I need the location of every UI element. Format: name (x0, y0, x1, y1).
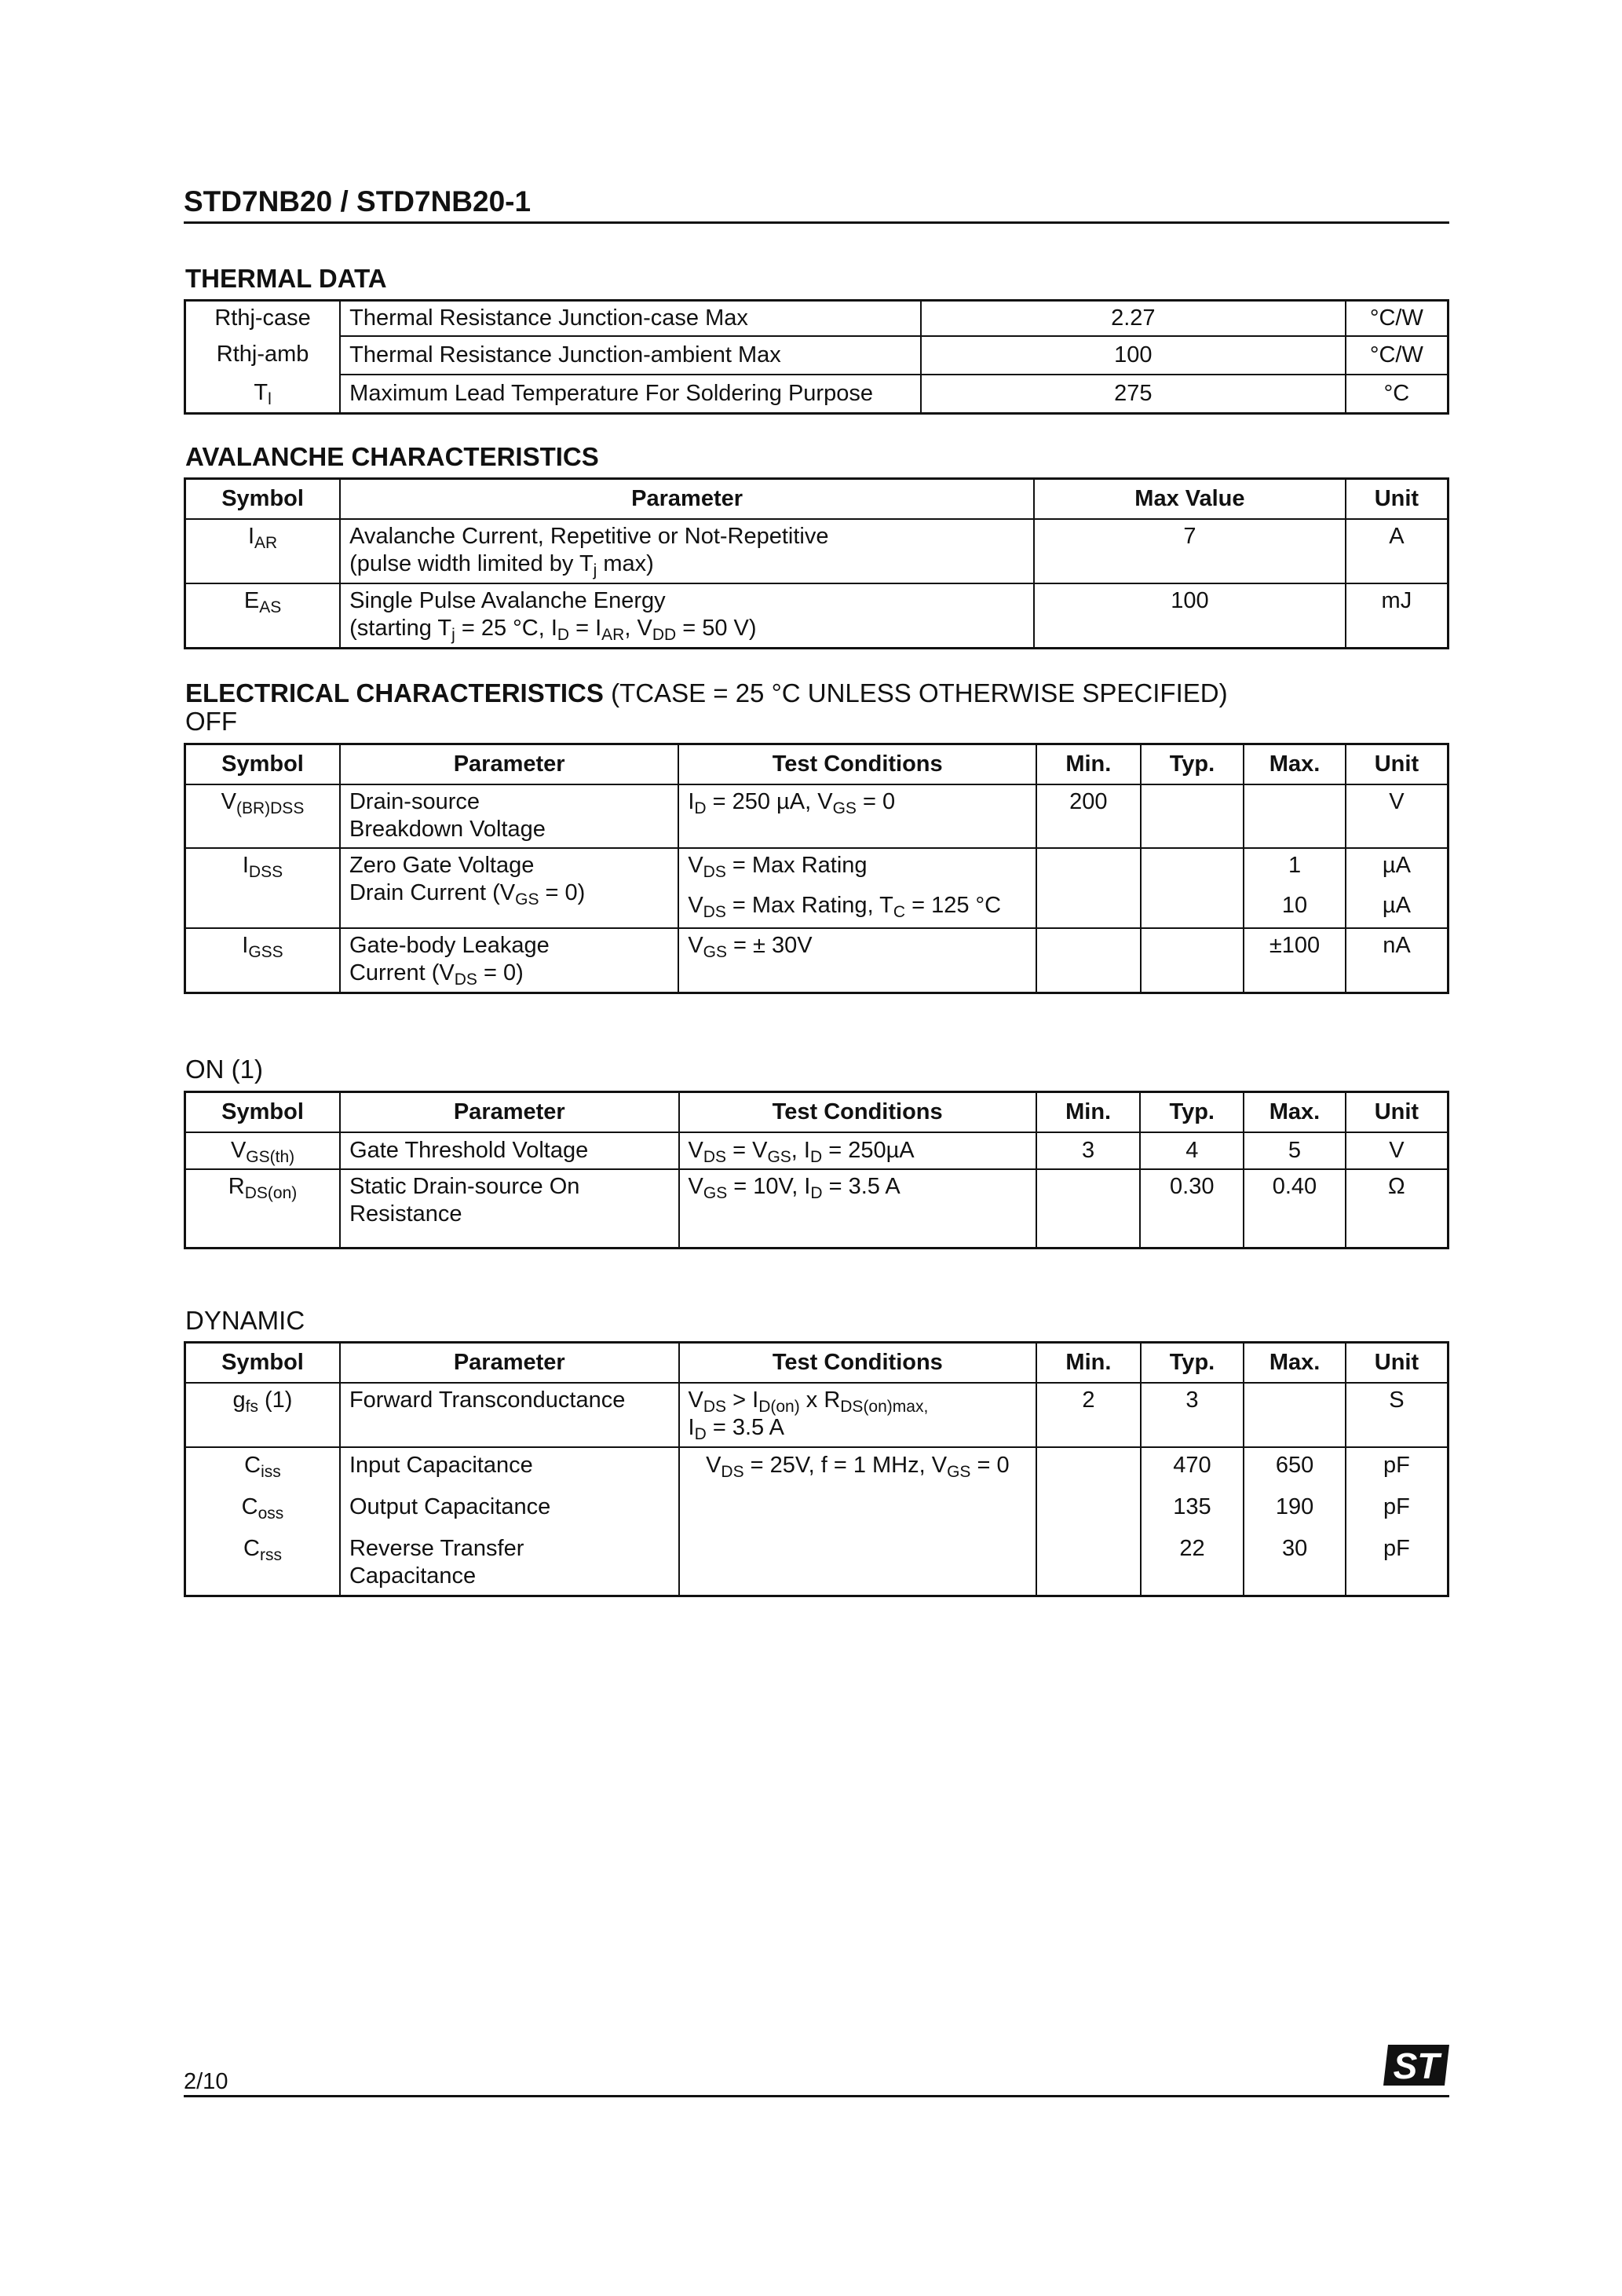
table-row: $I_{AR}$ Avalanche Current, Repetitive or Not-Repetitive (pulse width limited by $T_j$ max) 7 A (185, 519, 1448, 583)
table-row: $V_{(BR)DSS}$ Drain-source Breakdown Voltage $I_D = 250$ µA, $V_{GS} = 0$ 200 V (185, 784, 1448, 848)
table-row: $I_{DSS}$ Zero Gate Voltage Drain Current $(V_{GS} = 0)$ $V_{DS}$ = Max Rating $V_{DS}$ = Max Rating, $T_C = 125$ °C 1 10 µA µA (185, 848, 1448, 928)
thermal-section-title: THERMAL DATA (185, 264, 387, 293)
off-table (184, 743, 1449, 994)
table-row: Rthj-amb Thermal Resistance Junction-ambient Max 100 °C/W (185, 336, 1448, 375)
table-row: $C_{iss}$ $C_{oss}$ $C_{rss}$ Input Capacitance Output Capacitance Reverse Transfer Capacitance $V_{DS} = 25V$, f = 1 MHz, $V_{GS} = 0$ 470 135 22 650 190 30 pF pF pF (185, 1447, 1448, 1596)
table-header-row: Symbol Parameter Test Conditions Min. Typ. Max. Unit (185, 1092, 1448, 1133)
table-row: $I_{GSS}$ Gate-body Leakage Current $(V_{DS} = 0)$ $V_{GS}$ = ± 30V ±100 nA (185, 928, 1448, 993)
document-title: STD7NB20 / STD7NB20-1 (184, 185, 532, 218)
st-logo-icon (1382, 2042, 1451, 2089)
dynamic-label: DYNAMIC (185, 1306, 305, 1335)
avalanche-table (184, 477, 1449, 649)
off-label: OFF (185, 707, 237, 736)
table-row: $E_{AS}$ Single Pulse Avalanche Energy (starting $T_j = 25$ °C, $I_D = I_{AR}$, $V_{DD} = 50$ V) 100 mJ (185, 583, 1448, 649)
footer-rule (184, 2095, 1449, 2097)
table-row: Rthj-case Thermal Resistance Junction-case Max 2.27 °C/W (185, 301, 1448, 337)
table-header-row: Symbol Parameter Max Value Unit (185, 479, 1448, 520)
svg-text:ST: ST (1393, 2046, 1440, 2086)
page-number: 2/10 (184, 2069, 228, 2094)
electrical-section-title: ELECTRICAL CHARACTERISTICS (TCASE = 25 °C UNLESS OTHERWISE SPECIFIED) (185, 678, 1228, 707)
table-header-row: Symbol Parameter Test Conditions Min. Typ. Max. Unit (185, 744, 1448, 785)
table-row: $T_l$ Maximum Lead Temperature For Soldering Purpose 275 °C (185, 375, 1448, 414)
on-label: ON (1) (185, 1055, 263, 1084)
header-rule (184, 221, 1449, 224)
avalanche-section-title: AVALANCHE CHARACTERISTICS (185, 442, 599, 471)
dynamic-table (184, 1341, 1449, 1597)
thermal-table (184, 299, 1449, 415)
on-table (184, 1091, 1449, 1249)
table-header-row: Symbol Parameter Test Conditions Min. Typ. Max. Unit (185, 1343, 1448, 1384)
table-row: $g_{fs}$ (1) Forward Transconductance $V_{DS} > I_{D(on)}$ x $R_{DS(on)max,}$ $I_D = 3.5$ A 2 3 S (185, 1383, 1448, 1447)
table-row: $R_{DS(on)}$ Static Drain-source On Resistance $V_{GS} = 10V$, $I_D = 3.5$ A 0.30 0.40 Ω (185, 1169, 1448, 1249)
table-row: $V_{GS(th)}$ Gate Threshold Voltage $V_{DS} = V_{GS}$, $I_D = 250\mu A$ 3 4 5 V (185, 1132, 1448, 1169)
